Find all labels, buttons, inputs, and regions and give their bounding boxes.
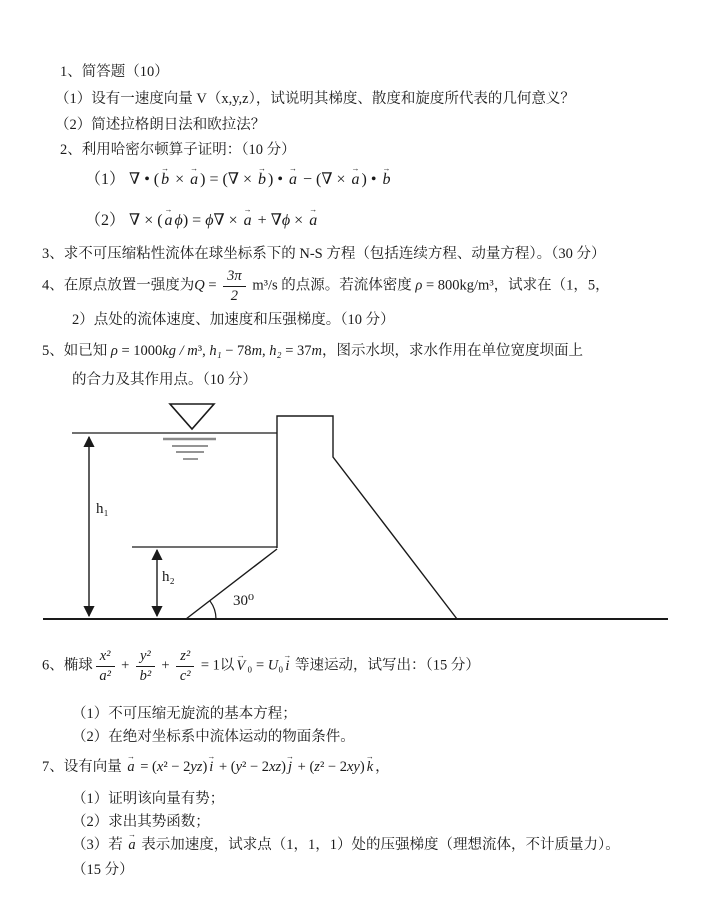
water-level-triangle-icon	[170, 404, 214, 429]
math-run: ∇ • (	[129, 171, 160, 188]
vector-symbol: → b	[382, 164, 391, 188]
math-run: ) = (∇ ×	[200, 171, 257, 188]
text-run: （x,y,z），试说明其梯度、散度和旋度所代表的几何意义？	[206, 91, 575, 107]
fraction: $\frac{\text{y²}}{\text{b²}}$	[136, 648, 155, 684]
vector-symbol: → j	[286, 752, 295, 775]
math-run: z	[314, 759, 320, 775]
angle-label: 30⁰	[233, 593, 255, 609]
math-run: ∇ × (	[129, 212, 163, 229]
vector-symbol: → k	[365, 752, 374, 775]
math-run: ³,	[197, 343, 210, 359]
vector-arrow-icon: →	[164, 205, 173, 215]
q6-line1	[42, 648, 480, 684]
math-run: h₁	[209, 343, 222, 359]
q1-header	[60, 63, 169, 82]
q7-part3	[72, 830, 620, 855]
vector-symbol: → a	[309, 205, 318, 229]
q7-line1	[42, 752, 390, 777]
math-run: ϕ	[281, 212, 291, 229]
vector-arrow-icon: →	[309, 205, 318, 215]
fraction: $\frac{\text{z²}}{\text{c²}}$	[176, 648, 194, 684]
vector-arrow-icon: →	[288, 164, 297, 174]
vector-arrow-icon: →	[351, 164, 360, 174]
math-run: ² − 2	[319, 759, 347, 775]
h2-label: h₂	[162, 569, 175, 585]
math-run: m	[311, 343, 323, 359]
vector-symbol: → a	[164, 205, 173, 229]
text-run: 1、简答题（10）	[60, 64, 169, 80]
fraction: $\frac{\text{x²}}{\text{a²}}$	[96, 648, 115, 684]
math-run: xy	[346, 759, 360, 775]
q6-part1	[72, 705, 297, 724]
text-run: （2）	[85, 212, 130, 229]
text-run: ，	[375, 759, 390, 775]
vector-symbol: → a	[190, 164, 199, 188]
vector-arrow-icon: →	[283, 650, 292, 660]
math-run: + (	[294, 759, 315, 775]
q7-score	[72, 861, 134, 880]
dam-diagram-svg	[0, 395, 721, 640]
math-run: ₀	[278, 657, 284, 674]
math-run: + (	[215, 759, 236, 775]
vector-symbol: → a	[127, 752, 135, 775]
math-run: )	[281, 759, 286, 775]
vector-symbol: → b	[258, 164, 267, 188]
vector-symbol: → V	[236, 650, 246, 674]
text-run: 的合力及其作用点。（10 分）	[72, 372, 257, 388]
text-run: ，图示水坝，求水作用在单位宽度坝面上	[322, 343, 584, 359]
math-run: ) =	[182, 212, 206, 229]
q7-part2	[72, 813, 210, 832]
text-run: 表示加速度，试求点（1，1，1）处的压强梯度（理想流体，不计质量力）。	[137, 837, 620, 853]
vector-arrow-icon: →	[128, 830, 136, 840]
math-run: ×	[171, 171, 189, 188]
text-run: 6、椭球	[42, 657, 93, 674]
math-run: ) •	[268, 171, 287, 188]
q4-line2	[72, 311, 395, 330]
math-run: − 78	[221, 343, 252, 359]
text-run: （1）不可压缩无旋流的基本方程；	[72, 706, 297, 722]
q6-part2	[72, 728, 355, 747]
text-run: （1）证明该向量有势；	[72, 791, 225, 807]
math-run: ² − 2	[163, 759, 191, 775]
vector-symbol: → i	[283, 650, 292, 674]
q3	[42, 245, 606, 264]
vector-symbol: → i	[207, 752, 216, 775]
vector-symbol: → a	[243, 205, 252, 229]
math-run: ϕ	[205, 212, 214, 229]
vector-arrow-icon: →	[207, 752, 216, 762]
q2-formula-2	[85, 205, 319, 232]
q4-line1	[42, 268, 610, 304]
q2-formula-1	[85, 164, 392, 191]
math-run: ×	[290, 212, 308, 229]
math-run: ∇ ×	[213, 212, 242, 229]
text-run: （3）若	[72, 837, 127, 853]
text-run: （2）简述拉格朗日法和欧拉法？	[55, 117, 266, 133]
h1-label: h₁	[96, 501, 109, 517]
math-run: ρ	[415, 277, 423, 294]
math-run: ₀	[247, 657, 253, 674]
angle-arc	[210, 601, 216, 619]
vector-arrow-icon: →	[286, 752, 295, 762]
dam-outline	[277, 416, 457, 619]
math-run: = 1	[197, 657, 220, 674]
math-run: +	[157, 657, 174, 674]
vector-symbol: → a	[288, 164, 297, 188]
math-run: = (	[136, 759, 157, 775]
q1-part1	[55, 90, 575, 109]
math-run: )	[202, 759, 208, 775]
vector-arrow-icon: →	[365, 752, 374, 762]
fraction: $\frac{3\pi}{2}$	[223, 268, 246, 304]
math-run: ϕ	[174, 212, 183, 229]
vector-arrow-icon: →	[258, 164, 267, 174]
math-run: )	[359, 759, 365, 775]
text-run: 2、利用哈密尔顿算子证明：（10 分）	[60, 142, 296, 158]
math-run: y	[235, 759, 243, 775]
q5-line2	[72, 371, 257, 390]
math-run: kg / m	[162, 343, 198, 359]
q7-part1	[72, 790, 224, 809]
q5-line1	[42, 342, 583, 361]
vector-arrow-icon: →	[161, 164, 170, 174]
text-run: （2）在绝对坐标系中流体运动的物面条件。	[72, 729, 355, 745]
dam-diagram	[0, 395, 721, 640]
vector-arrow-icon: →	[127, 752, 135, 762]
text-run: 等速运动，试写出：（15 分）	[291, 657, 480, 674]
text-run: 5、如已知	[42, 343, 111, 359]
text-run: （1）	[85, 171, 130, 188]
vector-symbol: → a	[351, 164, 360, 188]
math-run: h₂	[269, 343, 282, 359]
text-run: 以	[219, 657, 235, 674]
vector-arrow-icon: →	[243, 205, 252, 215]
text-run: （15 分）	[72, 862, 134, 878]
math-run: ) •	[361, 171, 381, 188]
math-run: m	[251, 343, 263, 359]
vector-arrow-icon: →	[236, 650, 245, 660]
math-run: = 800kg/m³	[422, 277, 494, 294]
text-run: 2）点处的流体速度、加速度和压强梯度。（10 分）	[72, 312, 395, 328]
text-run: （2）求出其势函数；	[72, 814, 210, 830]
vector-arrow-icon: →	[190, 164, 199, 174]
math-run: = 1000	[117, 343, 163, 359]
text-run: 4、在原点放置一强度为	[42, 277, 195, 294]
math-run: yz	[190, 759, 203, 775]
text-run: 7、设有向量	[42, 759, 126, 775]
math-run: =	[252, 657, 268, 674]
math-run: xz	[269, 759, 282, 775]
math-run: − (∇ ×	[298, 171, 350, 188]
math-run: ,	[262, 343, 270, 359]
math-run: = 37	[281, 343, 312, 359]
q2-header	[60, 141, 296, 160]
text-run: （1）设有一速度向量	[55, 91, 197, 107]
vector-symbol: → a	[128, 830, 136, 853]
math-run: V	[196, 91, 207, 107]
text-run: ，试求在（1，5，	[493, 277, 610, 294]
math-run: =	[204, 277, 221, 294]
math-run: ² − 2	[242, 759, 270, 775]
math-run: Q	[194, 277, 205, 294]
math-run: ρ	[110, 343, 118, 359]
vector-symbol: → b	[161, 164, 170, 188]
q1-part2	[55, 116, 265, 135]
math-run: m³/s	[248, 277, 282, 294]
text-run: 3、求不可压缩粘性流体在球坐标系下的 N-S 方程（包括连续方程、动量方程）。（30 分）	[42, 246, 606, 262]
vector-arrow-icon: →	[382, 164, 391, 174]
math-run: U	[267, 657, 279, 674]
math-run: + ∇	[253, 212, 282, 229]
text-run: 的点源。若流体密度	[281, 277, 416, 294]
math-run: x	[156, 759, 164, 775]
math-run: +	[117, 657, 133, 674]
dam-upstream-slope	[186, 549, 277, 619]
